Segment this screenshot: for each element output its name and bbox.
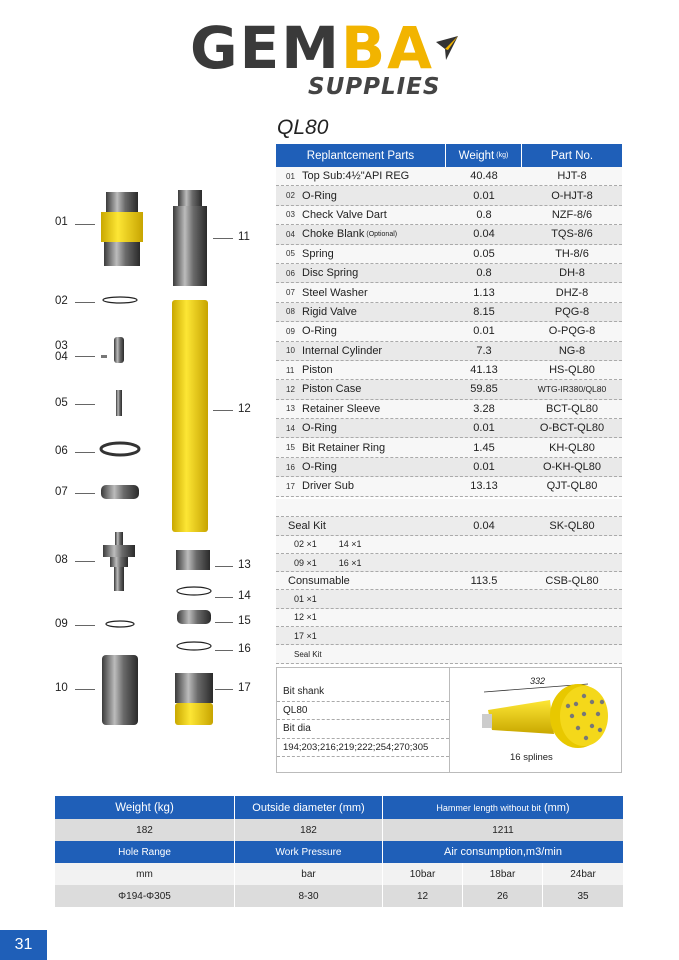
part-weight: 0.01 [473, 325, 495, 338]
table-row [276, 438, 622, 457]
part-weight: 59.85 [470, 383, 498, 396]
part-weight: 0.01 [473, 422, 495, 435]
leader-line [75, 302, 95, 303]
consumable-weight: 113.5 [470, 574, 498, 587]
part-number: 07 [286, 288, 295, 298]
table-row [276, 477, 622, 496]
part-number: 15 [286, 443, 295, 453]
spec-weight: 182 [55, 819, 235, 841]
table-row [276, 609, 622, 627]
spec-hole: Φ194-Φ305 [55, 885, 235, 907]
part-no: DHZ-8 [555, 286, 589, 299]
part-weight: 13.13 [470, 480, 498, 493]
table-row [276, 645, 622, 663]
consumable-part: CSB-QL80 [545, 574, 599, 587]
bit-dia-value: 194;203;216;219;222;254;270;305 [277, 739, 449, 758]
label-13: 13 [238, 559, 251, 571]
label-01: 01 [55, 216, 68, 228]
label-10: 10 [55, 682, 68, 694]
bit-shank-value: QL80 [277, 702, 449, 721]
part-weight: 1.45 [473, 441, 495, 454]
label-16: 16 [238, 643, 251, 655]
leader-line [75, 356, 95, 357]
consumable-item: 12 ×1 [294, 612, 317, 623]
part-name: 06 Disc Spring [286, 267, 359, 280]
seal-kit-weight: 0.04 [473, 519, 495, 532]
table-row [276, 283, 622, 302]
label-17: 17 [238, 682, 251, 694]
part-name: 11 Piston [286, 364, 333, 377]
part-number: 06 [286, 268, 295, 278]
table-row [55, 796, 623, 819]
part-name: 08 Rigid Valve [286, 305, 357, 318]
part-name: 16 O-Ring [286, 461, 337, 474]
exploded-parts-drawing [0, 0, 275, 740]
part-name: 15 Bit Retainer Ring [286, 441, 386, 454]
table-row [276, 322, 622, 341]
bit-info-panel [276, 667, 622, 773]
part-weight: 0.01 [473, 189, 495, 202]
part-no: O-PQG-8 [548, 325, 596, 338]
table-row [55, 841, 623, 863]
spec-od: 182 [235, 819, 383, 841]
label-08: 08 [55, 554, 68, 566]
table-row [276, 303, 622, 322]
table-row [55, 885, 623, 907]
seal-kit-part: SK-QL80 [549, 519, 595, 532]
part-number: 14 [286, 423, 295, 433]
part-no: NG-8 [558, 344, 586, 357]
consumable-item: 17 ×1 [294, 630, 317, 641]
part-weight: 7.3 [476, 344, 492, 357]
label-12: 12 [238, 403, 251, 415]
spec-length: 1211 [492, 824, 514, 836]
part-weight: 0.8 [476, 267, 492, 280]
part-no: DH-8 [559, 267, 585, 280]
spec-hole-header: Hole Range [55, 841, 235, 863]
part-name: 01 Top Sub:4½"API REG [286, 170, 410, 183]
part-number: 17 [286, 481, 295, 491]
seal-item: 02 ×1 [294, 539, 317, 550]
drill-bit-image [480, 682, 620, 750]
bit-splines: 16 splines [510, 752, 553, 763]
table-row [276, 186, 622, 205]
part-name: 17 Driver Sub [286, 480, 354, 493]
part-number: 16 [286, 462, 295, 472]
part-weight: 40.48 [470, 170, 498, 183]
bit-dia-label: Bit dia [277, 720, 449, 739]
part-number: 05 [286, 249, 295, 259]
part-no: O-KH-QL80 [542, 461, 602, 474]
part-number: 08 [286, 307, 295, 317]
table-row [55, 819, 623, 841]
part-weight: 41.13 [470, 364, 498, 377]
table-row [276, 572, 622, 590]
leader-line [75, 689, 95, 690]
table-row [276, 554, 622, 572]
leader-line [75, 404, 95, 405]
logo-arrow-icon [436, 36, 458, 60]
part-01-top-sub [101, 192, 143, 266]
bit-length: 332 [530, 676, 546, 686]
leader-line [215, 689, 233, 690]
spec-od-header: Outside diameter (mm) [235, 796, 383, 819]
table-row [276, 627, 622, 645]
table-row [276, 380, 622, 399]
table-row [276, 361, 622, 380]
replacement-parts-table [276, 144, 622, 497]
table-row [55, 863, 623, 885]
table-row [276, 458, 622, 477]
part-number: 02 [286, 191, 295, 201]
page-title: QL80 [277, 116, 329, 139]
part-no: BCT-QL80 [546, 402, 598, 415]
table-row [276, 499, 622, 517]
part-no: TQS-8/6 [551, 228, 593, 241]
part-name: 09 O-Ring [286, 325, 337, 338]
header-weight: Weight (kg) [446, 144, 522, 167]
part-number: 12 [286, 384, 295, 394]
spec-air-24bar: 24bar [570, 868, 596, 880]
header-parts: Replantcement Parts [276, 144, 446, 167]
part-name: 13 Retainer Sleeve [286, 402, 381, 415]
part-08-rigid-valve [103, 532, 135, 591]
part-weight: 8.15 [473, 305, 495, 318]
table-row [276, 536, 622, 554]
label-03: 03 [55, 340, 68, 352]
kits-table [276, 499, 622, 664]
spec-air-value: 12 [383, 885, 463, 907]
header-part-no: Part No. [550, 149, 594, 162]
leader-line [213, 410, 233, 411]
part-no: WTG-IR380/QL80 [537, 384, 607, 395]
spec-air-10bar: 10bar [383, 863, 463, 885]
table-row [276, 342, 622, 361]
part-number: 13 [286, 404, 295, 414]
table-row [276, 419, 622, 438]
part-weight: 0.04 [473, 228, 495, 241]
table-row [276, 167, 622, 186]
part-weight: 0.01 [473, 461, 495, 474]
part-no: QJT-QL80 [546, 480, 598, 493]
bit-drawing-panel [449, 668, 621, 772]
spec-weight-header: Weight (kg) [55, 796, 235, 819]
part-no: HJT-8 [557, 170, 587, 183]
label-14: 14 [238, 590, 251, 602]
part-no: TH-8/6 [555, 247, 589, 260]
part-11-piston [173, 190, 207, 286]
label-06: 06 [55, 445, 68, 457]
part-number: 10 [286, 346, 295, 356]
table-row [276, 206, 622, 225]
consumable-name: Consumable [288, 574, 350, 587]
part-name: 03 Check Valve Dart [286, 208, 387, 221]
part-no: HS-QL80 [549, 364, 595, 377]
bit-spec-list [277, 668, 449, 772]
leader-line [215, 622, 233, 623]
leader-line [215, 597, 233, 598]
part-no: KH-QL80 [549, 441, 595, 454]
table-row [276, 225, 622, 244]
part-weight: 1.13 [473, 286, 495, 299]
spec-pressure-header: Work Pressure [235, 841, 383, 863]
part-name: 07 Steel Washer [286, 286, 368, 299]
part-no: O-BCT-QL80 [539, 422, 605, 435]
seal-kit-name: Seal Kit [288, 519, 326, 532]
consumable-item: 01 ×1 [294, 594, 317, 605]
part-no: PQG-8 [554, 305, 590, 318]
leader-line [75, 224, 95, 225]
consumable-item: Seal Kit [294, 649, 322, 659]
part-number: 11 [286, 365, 295, 375]
leader-line [215, 566, 233, 567]
bit-shank-label: Bit shank [277, 683, 449, 702]
seal-item: 14 ×1 [338, 539, 362, 550]
label-04: 04 [55, 351, 68, 363]
table-row [276, 264, 622, 283]
part-no: NZF-8/6 [551, 208, 593, 221]
parts-table-header [276, 144, 622, 167]
part-name: 14 O-Ring [286, 422, 337, 435]
spec-pressure-unit: bar [235, 863, 383, 885]
label-11: 11 [238, 231, 250, 243]
page-number: 31 [0, 930, 47, 960]
logo-subtitle: SUPPLIES [308, 74, 441, 100]
label-09: 09 [55, 618, 68, 630]
part-weight: 3.28 [473, 402, 495, 415]
table-row [276, 245, 622, 264]
leader-line [213, 238, 233, 239]
label-02: 02 [55, 295, 68, 307]
hammer-spec-table [55, 796, 623, 907]
label-07: 07 [55, 486, 68, 498]
part-name: 02 O-Ring [286, 189, 337, 202]
part-weight: 0.05 [473, 247, 495, 260]
spec-air-header: Air consumption,m3/min [444, 846, 562, 858]
seal-item: 16 ×1 [338, 557, 362, 568]
logo-text: GEMBA [190, 14, 435, 82]
leader-line [75, 625, 95, 626]
seal-item: 09 ×1 [294, 557, 317, 568]
part-no: O-HJT-8 [551, 189, 593, 202]
label-05: 05 [55, 397, 68, 409]
label-15: 15 [238, 615, 251, 627]
part-number: 04 [286, 229, 295, 239]
spec-air-value: 26 [463, 885, 543, 907]
leader-line [75, 561, 95, 562]
part-number: 09 [286, 326, 295, 336]
parts-table-body [276, 167, 622, 497]
table-row [276, 517, 622, 535]
leader-line [215, 650, 233, 651]
part-number: 01 [286, 171, 295, 181]
part-name: 05 Spring [286, 247, 334, 260]
spec-pressure: 8-30 [235, 885, 383, 907]
table-row [276, 590, 622, 608]
leader-line [75, 452, 95, 453]
spec-air-18bar: 18bar [463, 863, 543, 885]
spec-hole-unit: mm [55, 863, 235, 885]
spec-air-value: 35 [577, 890, 589, 902]
leader-line [75, 493, 95, 494]
part-name: 04 Choke Blank (Optional) [286, 228, 398, 241]
spec-length-header: Hammer length without bit (mm) [436, 801, 570, 814]
part-weight: 0.8 [476, 208, 492, 221]
part-number: 03 [286, 210, 295, 220]
table-row [276, 400, 622, 419]
part-name: 10 Internal Cylinder [286, 344, 383, 357]
part-name: 12 Piston Case [286, 383, 362, 396]
